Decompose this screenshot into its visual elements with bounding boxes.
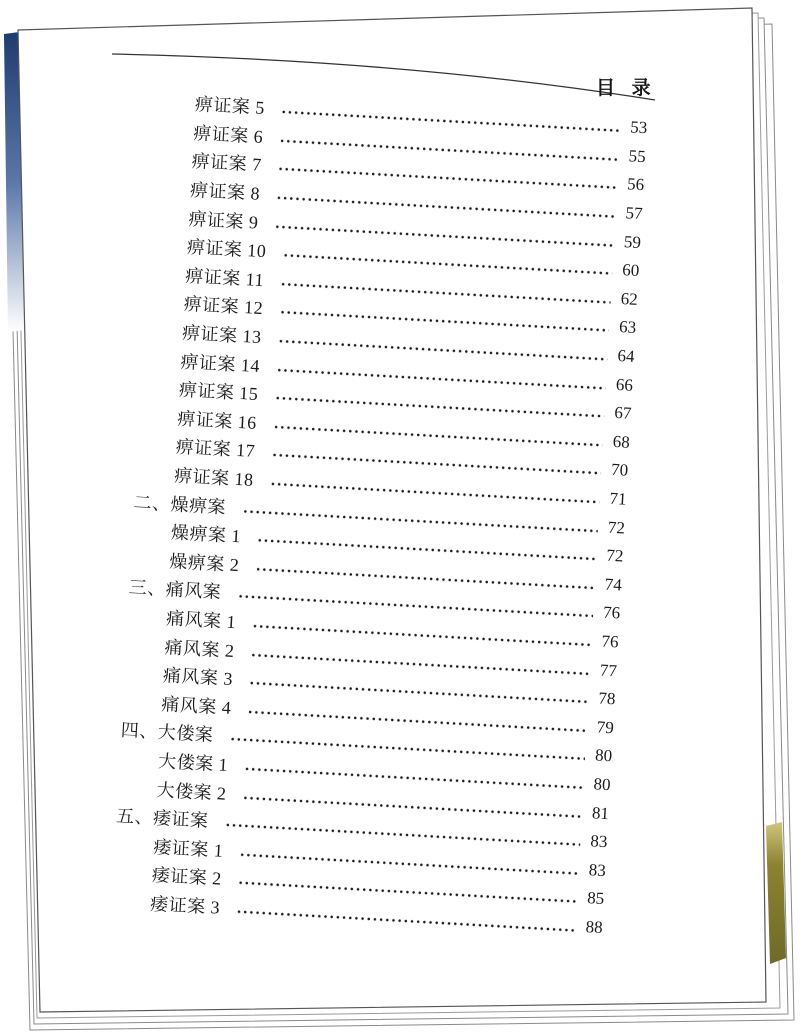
toc-entry-page-number: 85 bbox=[586, 888, 605, 909]
toc-entry-label: 痿证案 3 bbox=[149, 893, 221, 918]
toc-entry-page-number: 56 bbox=[626, 174, 645, 195]
toc-entry-label: 痛风案 3 bbox=[162, 665, 234, 690]
toc-entry-label: 痹证案 16 bbox=[176, 408, 258, 433]
toc-entry-label: 痹证案 15 bbox=[178, 379, 259, 405]
toc-entry-label: 痹证案 6 bbox=[192, 122, 264, 147]
toc-entry-label: 大偻案 2 bbox=[156, 779, 228, 804]
toc-entry-page-number: 74 bbox=[604, 574, 623, 595]
toc-entry-page-number: 71 bbox=[609, 488, 628, 509]
toc-entry-label: 燥痹案 1 bbox=[170, 522, 242, 547]
toc-entry-page-number: 63 bbox=[618, 317, 637, 338]
toc-entry-page-number: 59 bbox=[623, 231, 642, 252]
toc-entry-page-number: 77 bbox=[599, 660, 618, 681]
toc-entry-page-number: 80 bbox=[593, 774, 612, 795]
toc-entry-label: 痹证案 14 bbox=[180, 351, 261, 376]
toc-entry-page-number: 64 bbox=[617, 346, 636, 366]
toc-entry-page-number: 78 bbox=[597, 688, 616, 709]
toc-entry-page-number: 53 bbox=[629, 117, 648, 138]
toc-entry-label: 痹证案 8 bbox=[189, 179, 261, 204]
toc-entry-label: 痹证案 5 bbox=[194, 94, 266, 119]
toc-entry-page-number: 81 bbox=[591, 802, 610, 823]
toc-entry-page-number: 83 bbox=[589, 831, 608, 852]
toc-entry-page-number: 79 bbox=[596, 717, 615, 738]
toc-list-inner bbox=[115, 89, 665, 943]
toc-entry-page-number: 72 bbox=[605, 545, 624, 566]
toc-section-label: 二、燥痹案 bbox=[133, 491, 227, 517]
toc-entry-label: 大偻案 1 bbox=[157, 750, 229, 775]
toc-list bbox=[115, 94, 665, 957]
toc-entry-page-number: 66 bbox=[615, 374, 634, 395]
toc-entry-label: 痛风案 2 bbox=[164, 636, 236, 661]
toc-entry-page-number: 76 bbox=[602, 602, 621, 623]
toc-entry-page-number: 76 bbox=[601, 631, 620, 652]
toc-entry-label: 痹证案 7 bbox=[191, 151, 263, 176]
toc-entry-label: 痛风案 1 bbox=[165, 608, 237, 633]
toc-entry-label: 痹证案 17 bbox=[175, 436, 256, 462]
toc-entry-page-number: 70 bbox=[610, 460, 629, 481]
page-header-title: 目 录 bbox=[596, 77, 651, 99]
toc-entry-page-number: 88 bbox=[585, 917, 604, 937]
toc-entry-page-number: 62 bbox=[620, 288, 639, 309]
toc-entry-page-number: 68 bbox=[612, 431, 631, 452]
toc-entry-page-number: 55 bbox=[628, 146, 647, 167]
toc-entry-page-number: 80 bbox=[594, 745, 613, 766]
toc-entry-label: 痹证案 9 bbox=[187, 208, 259, 233]
toc-entry-page-number: 67 bbox=[613, 403, 632, 424]
toc-section-label: 三、痛风案 bbox=[128, 577, 222, 603]
toc-section-label: 五、痿证案 bbox=[115, 805, 209, 831]
toc-entry-label: 痹证案 13 bbox=[181, 322, 263, 348]
toc-entry-label: 燥痹案 2 bbox=[168, 551, 240, 575]
dot-leader bbox=[236, 909, 576, 932]
toc-entry-page-number: 83 bbox=[588, 859, 607, 880]
toc-entry-label: 痹证案 18 bbox=[173, 465, 255, 490]
toc-entry-label: 痹证案 11 bbox=[184, 265, 265, 290]
toc-entry-label: 痹证案 12 bbox=[183, 294, 264, 319]
toc-section-label: 四、大偻案 bbox=[120, 720, 214, 746]
toc-entry-label: 痿证案 2 bbox=[151, 865, 223, 890]
toc-entry-label: 痹证案 10 bbox=[186, 237, 267, 262]
toc-entry-page-number: 60 bbox=[621, 260, 640, 281]
toc-entry-page-number: 72 bbox=[607, 517, 626, 538]
toc-entry-label: 痿证案 1 bbox=[152, 836, 224, 861]
toc-entry-label: 痛风案 4 bbox=[160, 693, 232, 718]
toc-entry-page-number: 57 bbox=[625, 203, 644, 224]
